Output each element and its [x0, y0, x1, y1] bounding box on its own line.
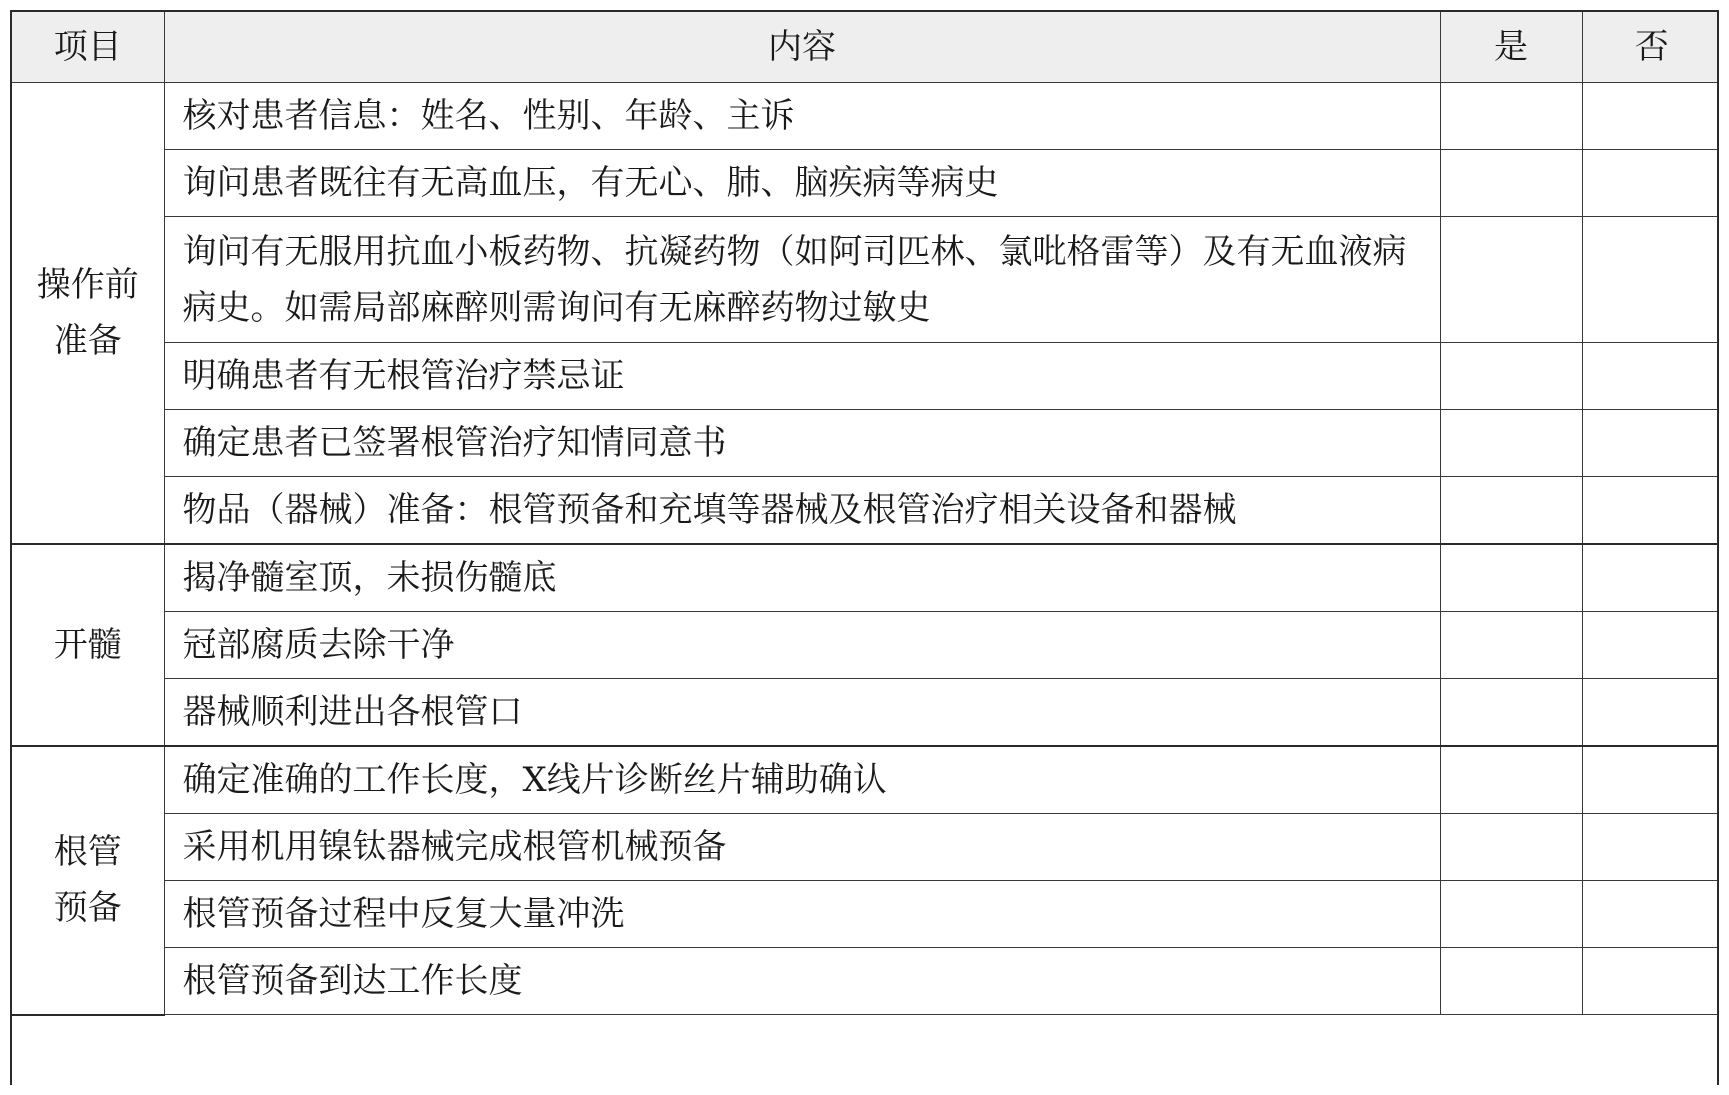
no-checkbox-cell[interactable]: [1582, 83, 1719, 150]
row-content: 明确患者有无根管治疗禁忌证: [164, 343, 1440, 410]
no-checkbox-cell[interactable]: [1582, 746, 1719, 814]
category-label-line: 准备: [53, 321, 122, 361]
row-content: 器械顺利进出各根管口: [164, 679, 1440, 747]
category-cell: [12, 544, 164, 746]
row-content: 根管预备到达工作长度: [164, 948, 1440, 1015]
row-content: 采用机用镍钛器械完成根管机械预备: [164, 814, 1440, 881]
yes-checkbox-cell[interactable]: [1440, 477, 1582, 545]
row-content: 询问有无服用抗血小板药物、抗凝药物（如阿司匹林、氯吡格雷等）及有无血液病病史。如需局部麻醉则需询问有无麻醉药物过敏史: [164, 217, 1440, 343]
table-row: [12, 544, 1719, 612]
header-content: 内容: [164, 12, 1440, 83]
category-label-line: 根管: [53, 832, 122, 873]
yes-checkbox-cell[interactable]: [1440, 881, 1582, 948]
table-row: [12, 410, 1719, 477]
category-label-line: 预备: [53, 888, 122, 929]
row-content: 根管预备过程中反复大量冲洗: [164, 881, 1440, 948]
category-cell: [12, 746, 164, 1015]
no-checkbox-cell[interactable]: [1582, 217, 1719, 343]
table-row: [12, 814, 1719, 881]
row-content: 确定准确的工作长度，X线片诊断丝片辅助确认: [164, 746, 1440, 814]
no-checkbox-cell[interactable]: [1582, 948, 1719, 1015]
no-checkbox-cell[interactable]: [1582, 881, 1719, 948]
table-row: [12, 217, 1719, 343]
category-cell: [12, 83, 164, 545]
yes-checkbox-cell[interactable]: [1440, 746, 1582, 814]
yes-checkbox-cell[interactable]: [1440, 544, 1582, 612]
row-content: 询问患者既往有无高血压，有无心、肺、脑疾病等病史: [164, 150, 1440, 217]
no-checkbox-cell[interactable]: [1582, 410, 1719, 477]
yes-checkbox-cell[interactable]: [1440, 217, 1582, 343]
yes-checkbox-cell[interactable]: [1440, 948, 1582, 1015]
table-row: [12, 948, 1719, 1015]
no-checkbox-cell[interactable]: [1582, 477, 1719, 545]
table-row: [12, 83, 1719, 150]
yes-checkbox-cell[interactable]: [1440, 679, 1582, 747]
table-row: [12, 612, 1719, 679]
yes-checkbox-cell[interactable]: [1440, 814, 1582, 881]
table-row: [12, 881, 1719, 948]
checklist-sheet: [10, 10, 1719, 1085]
no-checkbox-cell[interactable]: [1582, 544, 1719, 612]
row-content: 揭净髓室顶，未损伤髓底: [164, 544, 1440, 612]
row-content: 确定患者已签署根管治疗知情同意书: [164, 410, 1440, 477]
row-content: 核对患者信息：姓名、性别、年龄、主诉: [164, 83, 1440, 150]
no-checkbox-cell[interactable]: [1582, 150, 1719, 217]
no-checkbox-cell[interactable]: [1582, 679, 1719, 747]
yes-checkbox-cell[interactable]: [1440, 150, 1582, 217]
header-item: 项目: [12, 12, 164, 83]
category-label-line: 操作前: [36, 265, 139, 305]
no-checkbox-cell[interactable]: [1582, 343, 1719, 410]
no-checkbox-cell[interactable]: [1582, 814, 1719, 881]
yes-checkbox-cell[interactable]: [1440, 410, 1582, 477]
table-row: [12, 343, 1719, 410]
yes-checkbox-cell[interactable]: [1440, 83, 1582, 150]
table-row: [12, 477, 1719, 545]
checklist-table: [12, 12, 1719, 1016]
table-row: [12, 150, 1719, 217]
category-label-line: 开髓: [53, 625, 122, 665]
header-row: [12, 12, 1719, 83]
yes-checkbox-cell[interactable]: [1440, 612, 1582, 679]
no-checkbox-cell[interactable]: [1582, 612, 1719, 679]
table-row: [12, 679, 1719, 747]
row-content: 冠部腐质去除干净: [164, 612, 1440, 679]
table-row: [12, 746, 1719, 814]
header-yes: 是: [1440, 12, 1582, 83]
header-no: 否: [1582, 12, 1719, 83]
yes-checkbox-cell[interactable]: [1440, 343, 1582, 410]
row-content: 物品（器械）准备：根管预备和充填等器械及根管治疗相关设备和器械: [164, 477, 1440, 545]
